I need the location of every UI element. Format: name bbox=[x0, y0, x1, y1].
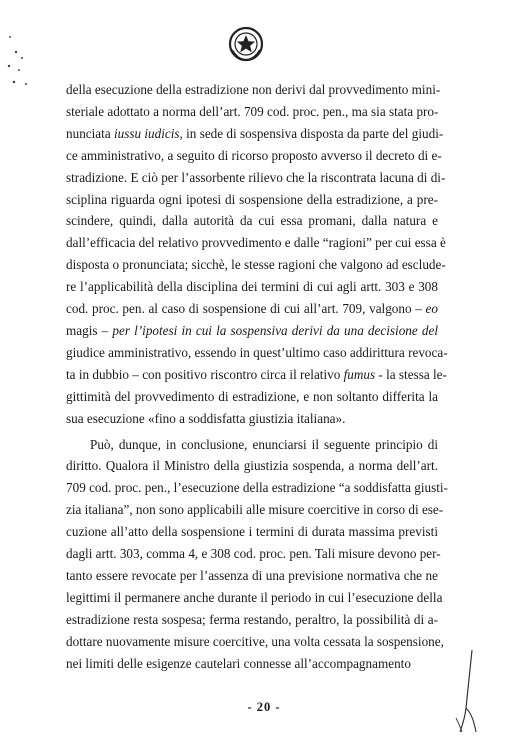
text-line: dottare nuovamente misure coercitive, una volta cessata la sospensione, bbox=[66, 633, 444, 649]
text-line: legittimi il permanere anche durante il periodo in cui l’esecuzione della bbox=[66, 589, 443, 605]
text-line: 709 cod. proc. pen., l’esecuzione della estradizione “a soddisfatta giusti- bbox=[66, 480, 448, 496]
body-text bbox=[66, 79, 448, 674]
text-line: steriale adottato a norma dell’art. 709 cod. proc. pen., ma sia stata pro- bbox=[66, 103, 439, 119]
text-line: zia italiana”, non sono applicabili alle misure coercitive in corso di ese- bbox=[66, 502, 444, 518]
text-line: cod. proc. pen. al caso di sospensione di cui all’art. 709, valgono – eo bbox=[66, 301, 438, 317]
handwritten-signature bbox=[442, 648, 478, 736]
page-number: - 20 - bbox=[247, 700, 281, 714]
text-line: scindere, quindi, dalla autorità da cui essa promani, dalla natura e bbox=[66, 213, 438, 229]
text-line: stradizione. E ciò per l’assorbente rilievo che la riscontrata lacuna di di- bbox=[66, 169, 446, 185]
text-line: sua esecuzione «fino a soddisfatta giustizia italiana». bbox=[66, 410, 346, 426]
paragraph-1 bbox=[66, 79, 448, 430]
text-line: sciplina riguarda ogni ipotesi di sospensione della estradizione, a pre- bbox=[66, 191, 438, 207]
text-line: disposta o pronunciata; sicchè, le stesse ragioni che valgono ad esclude- bbox=[66, 257, 446, 273]
text-line: gittimità del provvedimento di estradizione, e non soltanto differita la bbox=[66, 388, 438, 404]
text-line: tanto essere revocate per l’assenza di una previsione normativa che ne bbox=[66, 567, 438, 583]
text-line: ce amministrativo, a seguito di ricorso proposto avverso il decreto di e- bbox=[66, 147, 442, 163]
text-line: diritto. Qualora il Ministro della giustizia sospenda, a norma dell’art. bbox=[66, 458, 438, 474]
italian-republic-emblem-icon bbox=[228, 26, 264, 62]
text-line: della esecuzione della estradizione non derivi dal provvedimento mini- bbox=[66, 82, 441, 97]
text-line: re l’applicabilità della disciplina dei termini di cui agli artt. 303 e 308 bbox=[66, 279, 438, 295]
text-line: dall’efficacia del relativo provvedimento e dalle “ragioni” per cui essa è bbox=[66, 235, 446, 251]
text-line: estradizione resta sospesa; ferma restando, peraltro, la possibilità di a- bbox=[66, 611, 438, 627]
text-line: cuzione all’atto della sospensione i termini di durata massima previsti bbox=[66, 524, 438, 540]
text-line: Può, dunque, in conclusione, enunciarsi il seguente principio di bbox=[90, 436, 438, 452]
text-line: ta in dubbio – con positivo riscontro circa il relativo fumus - la stessa le- bbox=[66, 366, 447, 382]
scan-specks bbox=[0, 0, 60, 110]
text-line: dagli artt. 303, comma 4, e 308 cod. proc. pen. Tali misure devono per- bbox=[66, 546, 441, 562]
text-line: giudice amministrativo, essendo in quest’ultimo caso addirittura revoca- bbox=[66, 344, 448, 360]
text-line: nei limiti delle esigenze cautelari connesse all’accompagnamento bbox=[66, 655, 411, 671]
paragraph-2 bbox=[66, 434, 448, 675]
text-line: magis – per l’ipotesi in cui la sospensiva derivi da una decisione del bbox=[66, 322, 438, 338]
text-line: nunciata iussu iudicis, in sede di sospensiva disposta da parte del giudi- bbox=[66, 125, 444, 141]
